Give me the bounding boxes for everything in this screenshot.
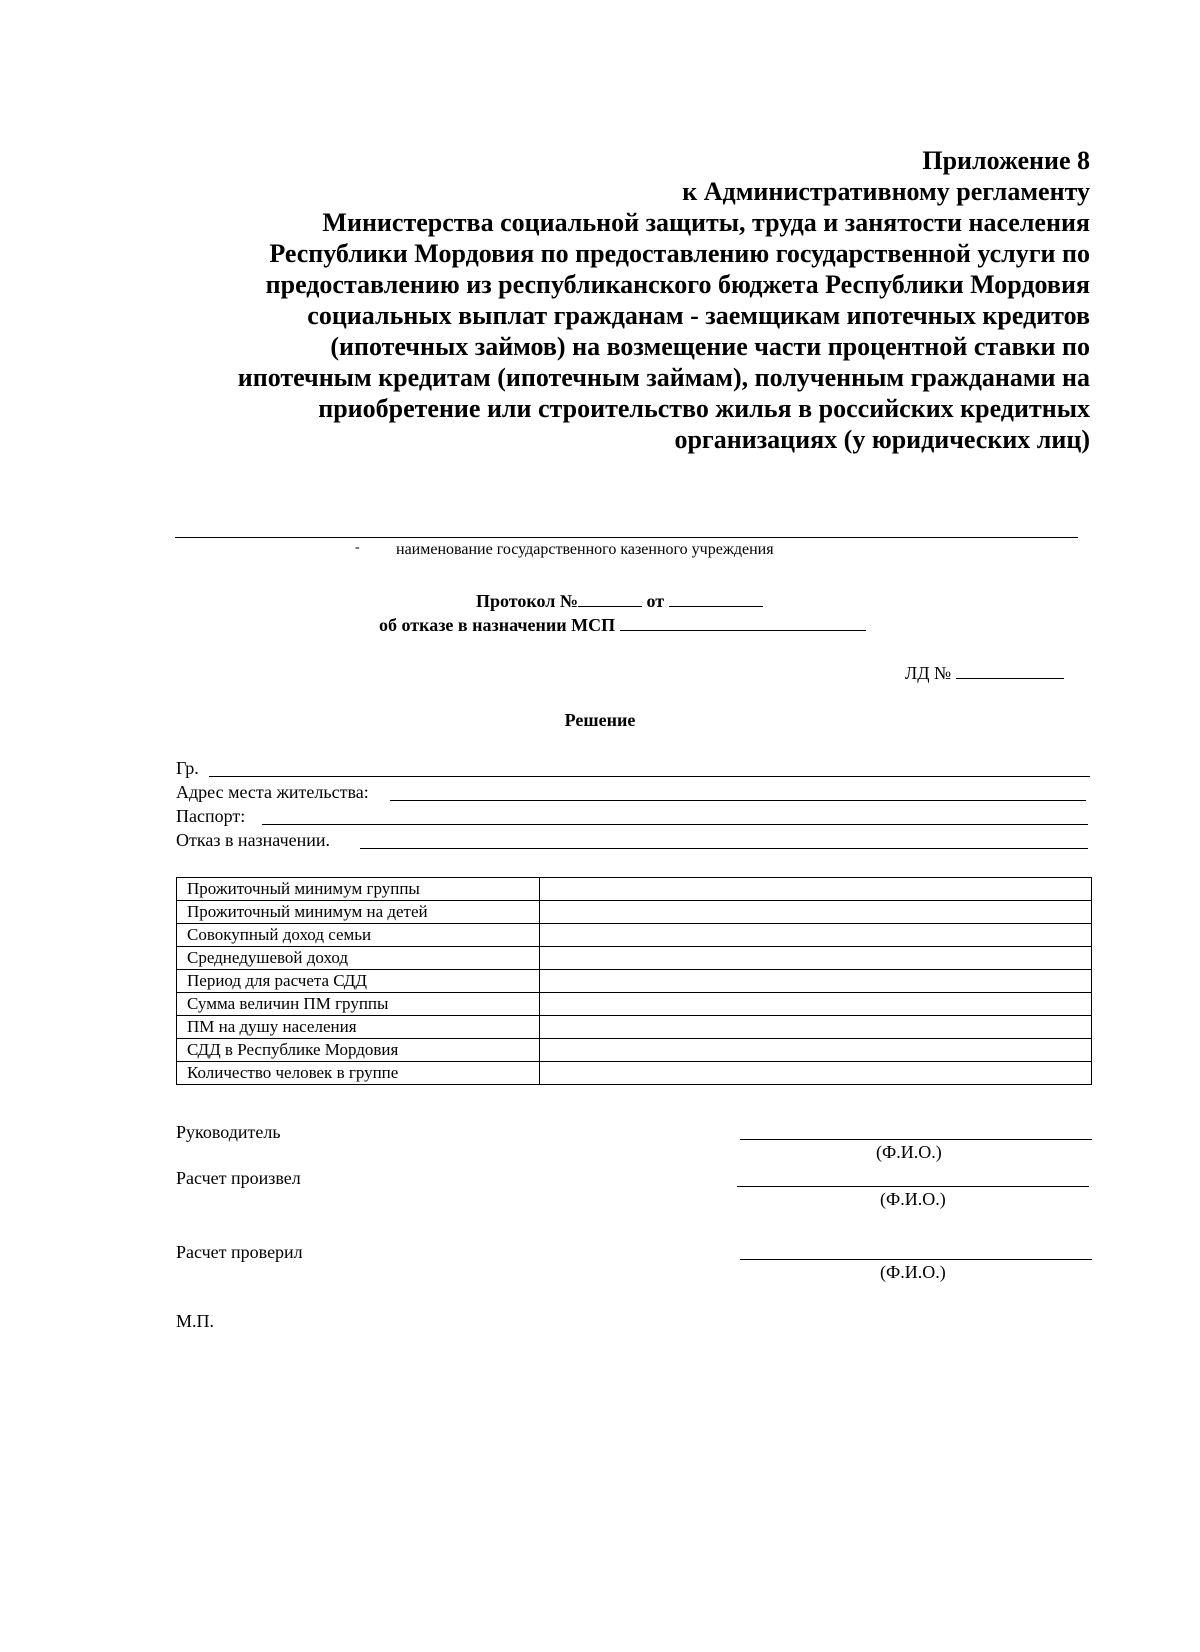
decision-title: Решение [564, 710, 636, 730]
row-value[interactable] [540, 1016, 1092, 1039]
calc-made-signature-field[interactable] [737, 1186, 1089, 1187]
calc-made-label: Расчет произвел [176, 1168, 301, 1188]
head-fio-caption: (Ф.И.О.) [876, 1142, 942, 1162]
table-row [177, 878, 1092, 901]
row-value[interactable] [540, 970, 1092, 993]
row-label: Период для расчета СДД [177, 970, 540, 993]
citizen-label: Гр. [176, 758, 199, 778]
refusal-reason-field[interactable] [360, 848, 1088, 849]
citizen-field[interactable] [209, 776, 1090, 777]
annex-line: Приложение 8 [922, 146, 1090, 175]
table-row [177, 1016, 1092, 1039]
ld-label: ЛД № [905, 663, 952, 683]
annex-line: предоставлению из республиканского бюджета Республики Мордовия [265, 270, 1090, 299]
row-value[interactable] [540, 993, 1092, 1016]
row-value[interactable] [540, 901, 1092, 924]
annex-line: социальных выплат гражданам - заемщикам ипотечных кредитов [307, 301, 1090, 330]
refusal-heading [379, 612, 866, 636]
protocol-number-field[interactable] [578, 588, 642, 607]
row-label: Прожиточный минимум на детей [177, 901, 540, 924]
row-label: СДД в Республике Мордовия [177, 1039, 540, 1062]
table-row [177, 1039, 1092, 1062]
table-row [177, 947, 1092, 970]
annex-line: Министерства социальной защиты, труда и занятости населения [322, 208, 1090, 237]
protocol-date-label: от [646, 591, 665, 611]
row-label: ПМ на душу населения [177, 1016, 540, 1039]
annex-line: Республики Мордовия по предоставлению государственной услуги по [269, 239, 1090, 268]
calc-made-fio-caption: (Ф.И.О.) [880, 1189, 946, 1209]
ld-number [905, 660, 1064, 684]
annex-line: (ипотечных займов) на возмещение части процентной ставки по [330, 332, 1090, 361]
table-row [177, 1062, 1092, 1085]
calc-checked-fio-caption: (Ф.И.О.) [880, 1262, 946, 1282]
passport-field[interactable] [262, 824, 1088, 825]
table-row [177, 901, 1092, 924]
head-signature-field[interactable] [740, 1139, 1092, 1140]
row-value[interactable] [540, 878, 1092, 901]
head-label: Руководитель [176, 1122, 281, 1142]
ld-number-field[interactable] [956, 660, 1064, 679]
protocol-heading [476, 588, 763, 612]
table-row [177, 970, 1092, 993]
row-label: Среднедушевой доход [177, 947, 540, 970]
row-value[interactable] [540, 947, 1092, 970]
calc-checked-label: Расчет проверил [176, 1242, 303, 1262]
table-row [177, 993, 1092, 1016]
annex-line: приобретение или строительство жилья в российских кредитных [318, 394, 1090, 423]
refusal-label: об отказе в назначении МСП [379, 615, 616, 635]
row-label: Прожиточный минимум группы [177, 878, 540, 901]
row-label: Сумма величин ПМ группы [177, 993, 540, 1016]
row-value[interactable] [540, 1039, 1092, 1062]
refusal-msp-field[interactable] [620, 612, 866, 631]
row-label: Количество человек в группе [177, 1062, 540, 1085]
row-value[interactable] [540, 1062, 1092, 1085]
annex-line: организациях (у юридических лиц) [674, 425, 1090, 454]
protocol-date-field[interactable] [669, 588, 763, 607]
protocol-number-label: Протокол № [476, 591, 578, 611]
row-label: Совокупный доход семьи [177, 924, 540, 947]
address-field[interactable] [390, 800, 1086, 801]
stamp-place-label: М.П. [176, 1311, 215, 1331]
institution-caption: наименование государственного казенного учреждения [396, 541, 774, 558]
institution-dash: - [355, 540, 360, 555]
annex-header [130, 145, 1090, 455]
address-label: Адрес места жительства: [176, 782, 369, 802]
refusal-reason-label: Отказ в назначении. [176, 830, 331, 850]
row-value[interactable] [540, 924, 1092, 947]
calculation-table [176, 877, 1092, 1085]
table-row [177, 924, 1092, 947]
annex-line: к Административному регламенту [682, 177, 1090, 206]
passport-label: Паспорт: [176, 806, 246, 826]
calc-checked-signature-field[interactable] [740, 1259, 1092, 1260]
annex-line: ипотечным кредитам (ипотечным займам), полученным гражданами на [237, 363, 1090, 392]
institution-name-line[interactable] [175, 537, 1078, 538]
